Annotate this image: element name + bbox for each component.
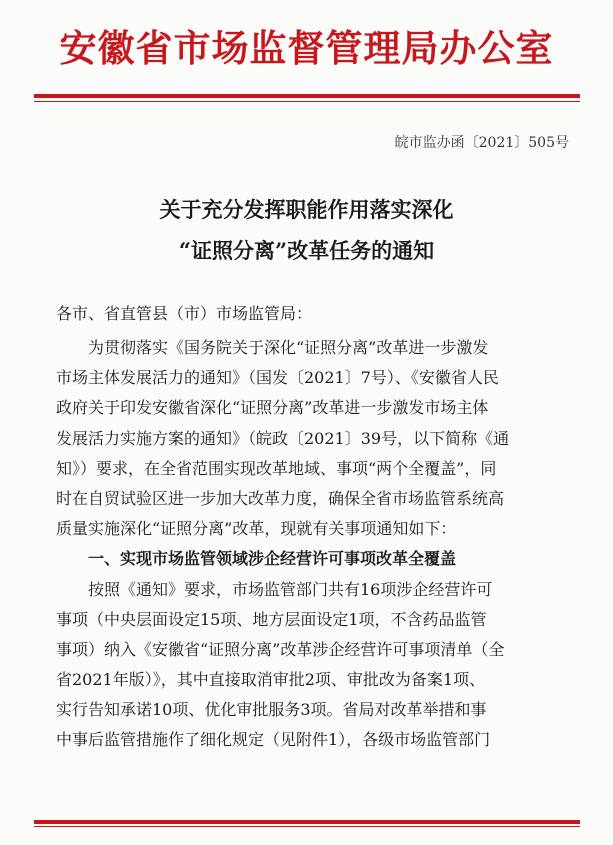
body-line: 省2021年版）》，其中直接取消审批2项、审批改为备案1项、: [56, 670, 486, 690]
title-line-2: “证照分离”改革任务的通知: [178, 238, 435, 263]
body-line: 市场主体发展活力的通知》（国发〔2021〕7号）、《安徽省人民: [56, 368, 499, 388]
letterhead-rule-thin: [34, 101, 580, 102]
letterhead: 安徽省市场监督管理局办公室: [59, 26, 554, 70]
body-line: 时在自贸试验区进一步加大改革力度，确保全省市场监管系统高: [56, 488, 505, 508]
body-text: [56, 333, 576, 756]
body-line: 质量实施深化“证照分离”改革，现就有关事项通知如下：: [56, 519, 457, 539]
letterhead-rule-thick: [34, 94, 580, 98]
body-line: 事项）纳入《安徽省“证照分离”改革涉企经营许可事项清单（全: [56, 639, 505, 659]
body-line: 知》）要求，在全省范围实现改革地域、事项“两个全覆盖”，同: [56, 458, 497, 478]
document-number: 皖市监办函〔2021〕505号: [394, 135, 569, 151]
title-line-1: 关于充分发挥职能作用落实深化: [159, 197, 454, 222]
body-line: 中事后监管措施作了细化规定（见附件1），各级市场监管部门: [56, 730, 491, 750]
section-heading: 一、实现市场监管领域涉企经营许可事项改革全覆盖: [88, 549, 457, 569]
body-line: 按照《通知》要求，市场监管部门共有16项涉企经营许可: [88, 579, 493, 599]
body-line: 实行告知承诺10项、优化审批服务3项。省局对改革举措和事: [56, 700, 487, 720]
body-line: 发展活力实施方案的通知》（皖政〔2021〕39号，以下简称《通: [56, 428, 510, 448]
body-line: 事项（中央层面设定15项、地方层面设定1项，不含药品监管: [56, 609, 487, 629]
footer-rule-thin: [34, 826, 580, 827]
body-line: 政府关于印发安徽省深化“证照分离”改革进一步激发市场主体: [56, 398, 489, 418]
footer-rule-thick: [34, 820, 580, 824]
body-line: 为贯彻落实《国务院关于深化“证照分离”改革进一步激发: [88, 338, 489, 357]
addressee: 各市、省直管县（市）市场监管局：: [56, 304, 313, 323]
